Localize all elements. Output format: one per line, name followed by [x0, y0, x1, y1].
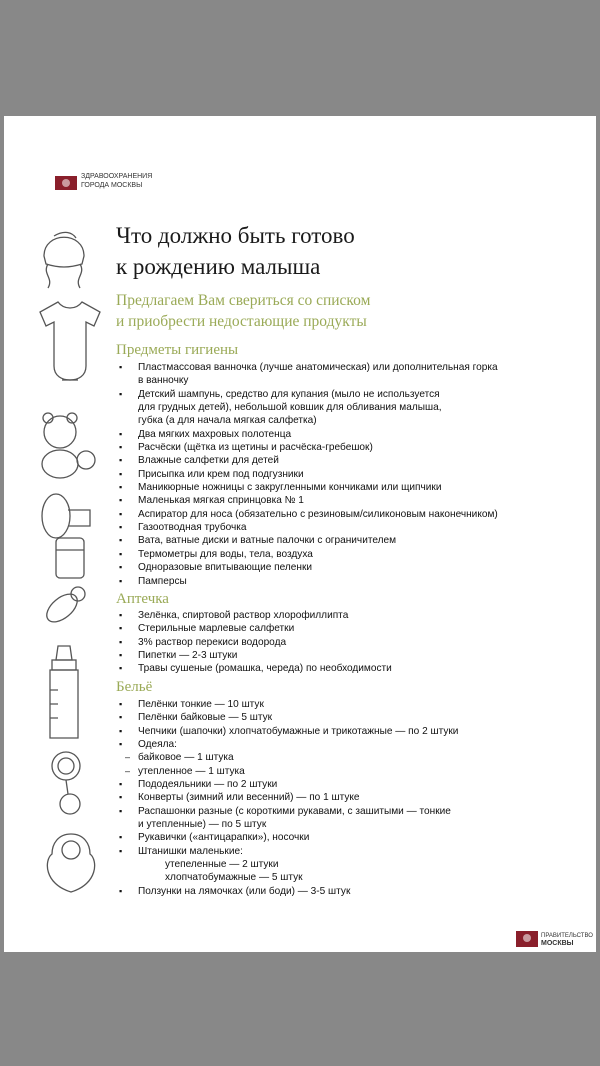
firstaid-heading: Аптечка [116, 591, 169, 607]
logo-text: ЗДРАВООХРАНЕНИЯ ГОРОДА МОСКВЫ [81, 173, 153, 189]
baby-bodysuit-icon [36, 296, 104, 388]
list-subitem: утепеленные — 2 штуки [165, 859, 279, 871]
list-item: ▪ Одноразовые впитывающие пеленки [119, 561, 498, 574]
logo-text: ПРАВИТЕЛЬСТВО МОСКВЫ [541, 933, 593, 947]
list-item: ▪ Чепчики (шапочки) хлопчатобумажные и трикотажные — по 2 штуки [119, 725, 458, 738]
rattle-icon [46, 748, 92, 818]
document-page [4, 116, 596, 952]
page-title: Что должно быть готово к рождению малыша [116, 223, 355, 279]
list-item: ▪ Пелёнки тонкие — 10 штук [119, 698, 458, 711]
list-item: ▪ Конверты (зимний или весенний) — по 1 штуке [119, 791, 458, 804]
list-item: ▪ Газоотводная трубочка [119, 521, 498, 534]
hygiene-list [119, 361, 498, 588]
list-item: ▪ Маникюрные ножницы с закругленными кончиками или щипчики [119, 481, 498, 494]
bib-icon [38, 824, 104, 900]
list-item: ▪ Маленькая мягкая спринцовка № 1 [119, 494, 498, 507]
page-subtitle: Предлагаем Вам свериться со списком и приобрести недостающие продукты [116, 292, 371, 330]
list-item: ▪ Аспиратор для носа (обязательно с резиновым/силиконовым наконечником) [119, 508, 498, 521]
list-item: ▪ Термометры для воды, тела, воздуха [119, 548, 498, 561]
list-subitem: хлопчатобумажные — 5 штук [165, 872, 303, 884]
list-item: ▪ Рукавички («антицарапки»), носочки [119, 831, 458, 844]
list-subitem: – байковое — 1 штука [119, 751, 458, 764]
list-item: ▪ Детский шампунь, средство для купания (мыло не используется для грудных детей), небольшой ковшик для обливания малыша, губка (а для начала мягкая салфетка) [119, 388, 498, 428]
list-item: ▪ Травы сушеные (ромашка, череда) по необходимости [119, 662, 392, 675]
breast-pump-icon [38, 486, 100, 586]
list-item: ▪ Пипетки — 2-3 штуки [119, 649, 392, 662]
list-item: ▪ Ползунки на лямочках (или боди) — 3-5 штук [119, 885, 458, 898]
list-item: ▪ Пододеяльники — по 2 штуки [119, 778, 458, 791]
list-item: ▪ Памперсы [119, 575, 498, 588]
list-item: ▪ Расчёски (щётка из щетины и расчёска-гребешок) [119, 441, 498, 454]
moscow-emblem-icon [55, 176, 77, 190]
firstaid-list [119, 609, 392, 676]
moscow-emblem-icon [516, 931, 538, 947]
baby-bottle-icon [44, 642, 84, 746]
list-item: ▪ Пелёнки байковые — 5 штук [119, 711, 458, 724]
list-item: ▪ Стерильные марлевые салфетки [119, 622, 392, 635]
list-item: ▪ Распашонки разные (с короткими рукавами, с зашитыми — тонкие и утепленные) — по 5 штук [119, 805, 458, 832]
list-item: ▪ Вата, ватные диски и ватные палочки с ограничителем [119, 534, 498, 547]
pacifier-icon [40, 582, 90, 634]
list-item: ▪ Одеяла: [119, 738, 458, 751]
list-item: ▪ Два мягких махровых полотенца [119, 428, 498, 441]
list-item: ▪ Влажные салфетки для детей [119, 454, 498, 467]
linen-heading: Бельё [116, 679, 153, 695]
list-item: ▪ Штанишки маленькие: [119, 845, 458, 858]
teddy-toy-icon [34, 404, 98, 484]
list-item: ▪ Присыпка или крем под подгузники [119, 468, 498, 481]
baby-bonnet-icon [34, 216, 94, 296]
list-item: ▪ 3% раствор перекиси водорода [119, 636, 392, 649]
linen-list [119, 698, 458, 898]
list-item: ▪ Зелёнка, спиртовой раствор хлорофиллипта [119, 609, 392, 622]
hygiene-heading: Предметы гигиены [116, 342, 239, 358]
list-subitem: – утепленное — 1 штука [119, 765, 458, 778]
list-item: ▪ Пластмассовая ванночка (лучше анатомическая) или дополнительная горка в ванночку [119, 361, 498, 388]
